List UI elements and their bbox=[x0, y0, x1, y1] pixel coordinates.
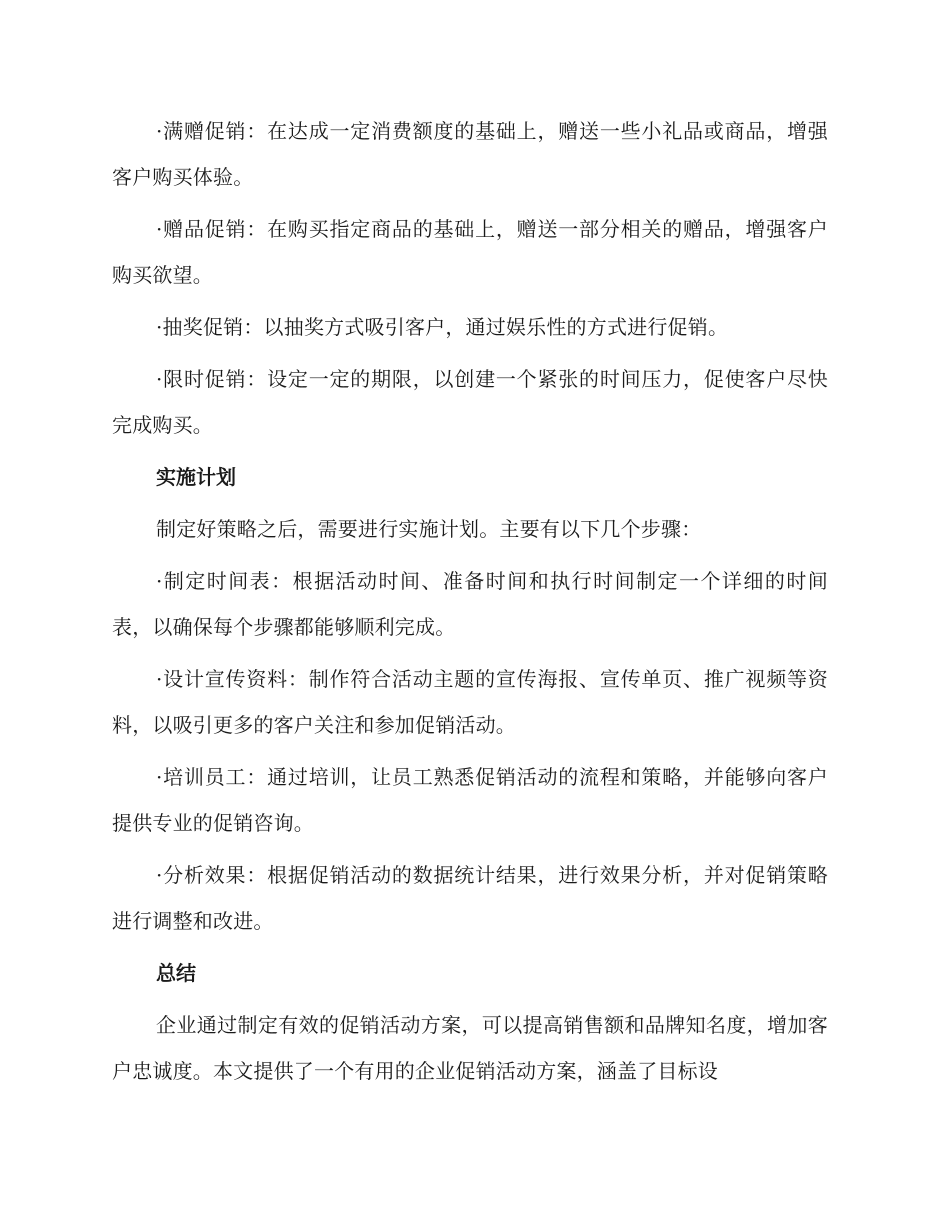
summary-body: 企业通过制定有效的促销活动方案，可以提高销售额和品牌知名度，增加客户忠诚度。本文提供了一个有用的企业促销活动方案，涵盖了目标设 bbox=[112, 1013, 828, 1083]
bullet-limited-time-promotion: ·限时促销：设定一定的期限，以创建一个紧张的时间压力，促使客户尽快完成购买。 bbox=[112, 367, 828, 437]
bullet-lottery-promotion: ·抽奖促销：以抽奖方式吸引客户，通过娱乐性的方式进行促销。 bbox=[156, 315, 729, 339]
implementation-intro: 制定好策略之后，需要进行实施计划。主要有以下几个步骤： bbox=[156, 517, 702, 541]
bullet-full-gift-promotion: ·满赠促销：在达成一定消费额度的基础上，赠送一些小礼品或商品，增强客户购买体验。 bbox=[112, 119, 828, 189]
bullet-schedule: ·制定时间表：根据活动时间、准备时间和执行时间制定一个详细的时间表，以确保每个步骤都能够顺利完成。 bbox=[112, 569, 828, 639]
bullet-gift-promotion: ·赠品促销：在购买指定商品的基础上，赠送一部分相关的赠品，增强客户购买欲望。 bbox=[112, 217, 828, 287]
bullet-promo-materials: ·设计宣传资料：制作符合活动主题的宣传海报、宣传单页、推广视频等资料，以吸引更多的客户关注和参加促销活动。 bbox=[112, 667, 828, 737]
document-page bbox=[112, 108, 828, 1100]
section-heading-summary: 总结 bbox=[156, 961, 196, 985]
bullet-staff-training: ·培训员工：通过培训，让员工熟悉促销活动的流程和策略，并能够向客户提供专业的促销咨询。 bbox=[112, 765, 828, 835]
bullet-effect-analysis: ·分析效果：根据促销活动的数据统计结果，进行效果分析，并对促销策略进行调整和改进。 bbox=[112, 863, 828, 933]
section-heading-implementation-plan: 实施计划 bbox=[156, 465, 236, 489]
